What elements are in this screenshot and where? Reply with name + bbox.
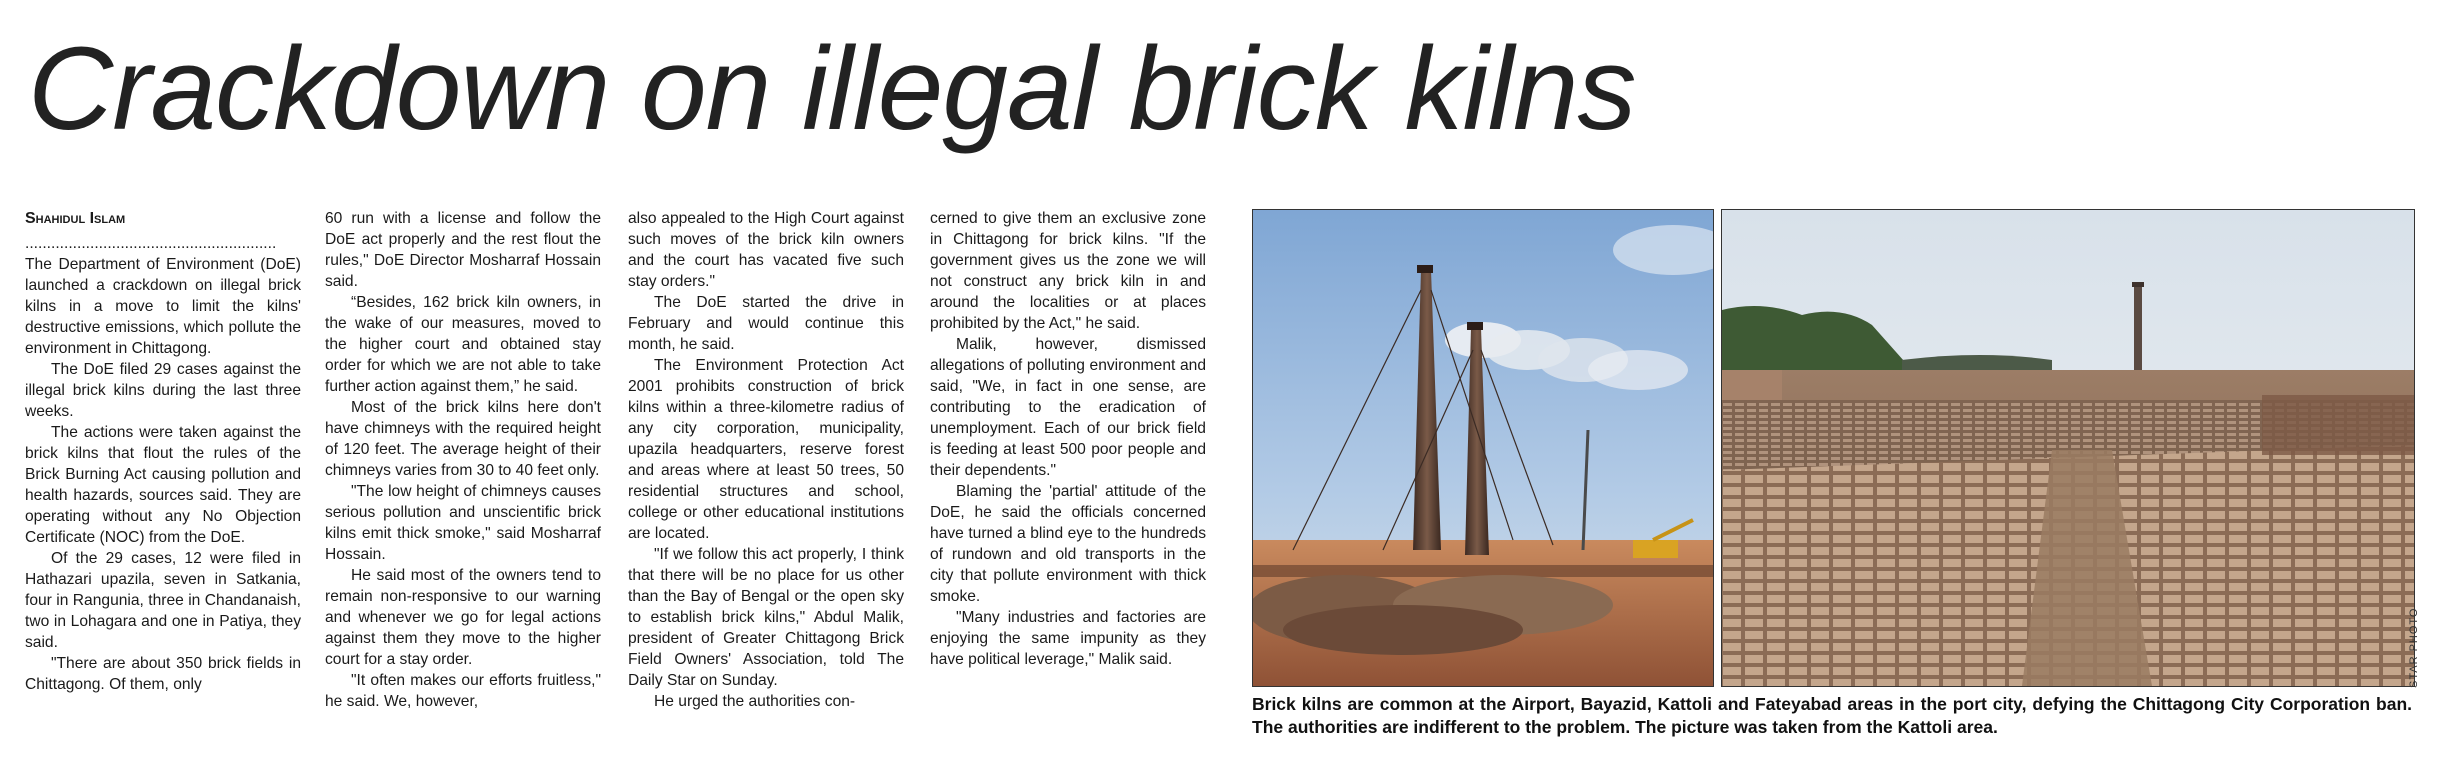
- byline: Shahidul Islam: [25, 210, 126, 227]
- article-column-2: [325, 208, 601, 712]
- paragraph: "Many industries and factories are enjoying the same impunity as they have political leverage," Malik said.: [930, 609, 1206, 668]
- article-column-4: [930, 208, 1206, 670]
- paragraph: The Environment Protection Act 2001 prohibits construction of brick kilns within a three-kilometre radius of any city corporation, municipality, upazila headquarters, reserve forest and areas where at least 50 trees, 50 residential structures and school, college or other educational institutions are located.: [628, 357, 904, 542]
- photo-credit: STAR PHOTO: [2408, 607, 2420, 688]
- paragraph: cerned to give them an exclusive zone in Chittagong for brick kilns. "If the government gives us the zone we will not construct any brick kiln in and around the localities or at places prohibited by the Act," he said.: [930, 210, 1206, 332]
- byline-separator: ..........................................................: [25, 235, 277, 252]
- article-column-1: [25, 208, 301, 695]
- paragraph: Malik, however, dismissed allegations of polluting environment and said, "We, in fact in one sense, are contributing to the eradication of unemployment. Each of our brick field is feeding at least 500 poor people and their dependents.": [930, 336, 1206, 479]
- paragraph: Of the 29 cases, 12 were filed in Hathazari upazila, seven in Satkania, four in Rangunia, three in Chandanaish, two in Lohagara and one in Patiya, they said.: [25, 550, 301, 651]
- paragraph: The actions were taken against the brick kilns that flout the rules of the Brick Burning Act causing pollution and health hazards, sources said. They are operating without any No Objection Certificate (NOC) from the DoE.: [25, 424, 301, 546]
- paragraph: "There are about 350 brick fields in Chittagong. Of them, only: [25, 655, 301, 693]
- photo-caption: Brick kilns are common at the Airport, Bayazid, Kattoli and Fateyabad areas in the port city, defying the Chittagong City Corporation ban. The authorities are indifferent to the problem. The picture was taken from the Kattoli area.: [1252, 694, 2412, 737]
- paragraph: He urged the authorities con-: [654, 693, 856, 710]
- paragraph: "If we follow this act properly, I think that there will be no place for us other than the Bay of Bengal or the open sky to establish brick kilns," Abdul Malik, president of Greater Chittagong Brick Field Owners' Association, told The Daily Star on Sunday.: [628, 546, 904, 689]
- article-column-3: [628, 208, 904, 712]
- headline: Crackdown on illegal brick kilns: [28, 23, 1636, 155]
- paragraph: “Besides, 162 brick kiln owners, in the wake of our measures, moved to the higher court and obtained stay order for which we are not able to take further action against them,” he said.: [325, 294, 601, 395]
- paragraph: "It often makes our efforts fruitless," he said. We, however,: [325, 672, 601, 710]
- paragraph: The Department of Environment (DoE) launched a crackdown on illegal brick kilns in a move to limit the kilns' destructive emissions, which pollute the environment in Chittagong.: [25, 256, 301, 357]
- photo-brick-field: [1721, 209, 2415, 687]
- paragraph: 60 run with a license and follow the DoE act properly and the rest flout the rules," DoE Director Mosharraf Hossain said.: [325, 210, 601, 290]
- paragraph: The DoE started the drive in February and would continue this month, he said.: [628, 294, 904, 353]
- photo-kiln-chimneys: [1252, 209, 1714, 687]
- paragraph: Most of the brick kilns here don't have chimneys with the required height of 120 feet. The average height of their chimneys varies from 30 to 40 feet only.: [325, 399, 601, 479]
- paragraph: also appealed to the High Court against such moves of the brick kiln owners and the court has vacated five such stay orders.": [628, 210, 904, 290]
- paragraph: Blaming the 'partial' attitude of the DoE, he said the officials concerned have turned a blind eye to the hundreds of rundown and old transports in the city that pollute environment with thick smoke.: [930, 483, 1206, 605]
- paragraph: The DoE filed 29 cases against the illegal brick kilns during the last three weeks.: [25, 361, 301, 420]
- paragraph: "The low height of chimneys causes serious pollution and unscientific brick kilns emit thick smoke," said Mosharraf Hossain.: [325, 483, 601, 563]
- paragraph: He said most of the owners tend to remain non-responsive to our warning and whenever we go for legal actions against them they move to the higher court for a stay order.: [325, 567, 601, 668]
